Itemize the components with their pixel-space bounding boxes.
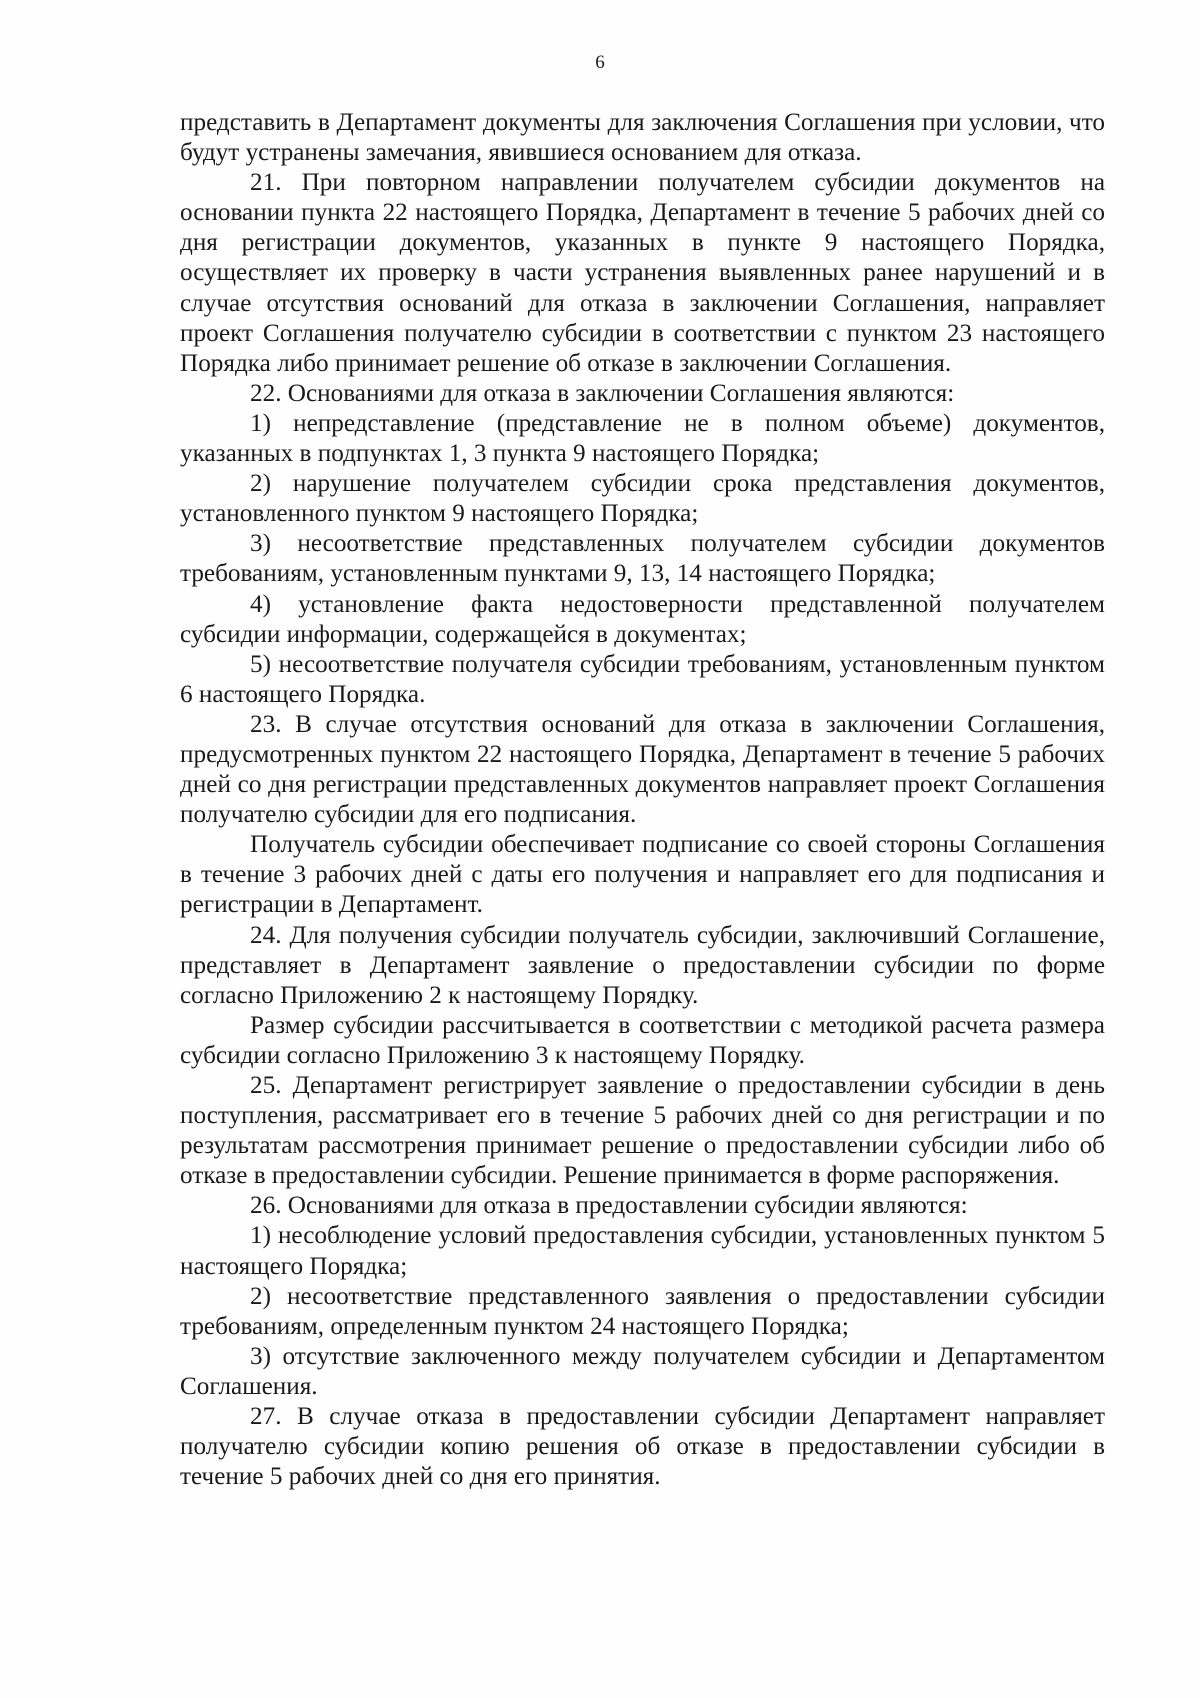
paragraph-item-27: 27. В случае отказа в предоставлении субсидии Департамент направляет получателю субсидии копию решения об отказе в предоставлении субсидии в течение 5 рабочих дней со дня его принятия. (180, 1403, 1105, 1491)
subitem-26-3: 3) отсутствие заключенного между получателем субсидии и Департаментом Соглашения. (180, 1342, 1105, 1400)
document-body (180, 108, 1105, 1492)
paragraph-item-24: 24. Для получения субсидии получатель субсидии, заключивший Соглашение, представляет в Департамент заявление о предоставлении субсидии по форме согласно Приложению 2 к настоящему Порядку. (180, 921, 1105, 1009)
paragraph-item-26: 26. Основаниями для отказа в предоставлении субсидии являются: (250, 1192, 968, 1220)
page-number: 6 (595, 52, 605, 73)
subitem-22-3: 3) несоответствие представленных получателем субсидии документов требованиям, установленным пунктами 9, 13, 14 настоящего Порядка; (180, 530, 1105, 588)
paragraph-item-25: 25. Департамент регистрирует заявление о предоставлении субсидии в день поступления, рассматривает его в течение 5 рабочих дней со дня регистрации и по результатам рассмотрения принимает решение о предоставлении субсидии либо об отказе в предоставлении субсидии. Решение принимается в форме распоряжения. (180, 1072, 1105, 1190)
subitem-22-2: 2) нарушение получателем субсидии срока представления документов, установленного пунктом 9 настоящего Порядка; (180, 470, 1105, 528)
paragraph-item-22: 22. Основаниями для отказа в заключении Соглашения являются: (250, 379, 955, 407)
subitem-26-1: 1) несоблюдение условий предоставления субсидии, установленных пунктом 5 настоящего Порядка; (180, 1222, 1105, 1280)
subitem-22-5: 5) несоответствие получателя субсидии требованиям, установленным пунктом 6 настоящего Порядка. (180, 650, 1105, 708)
paragraph-item-23-signing: Получатель субсидии обеспечивает подписание со своей стороны Соглашения в течение 3 рабочих дней с даты его получения и направляет его для подписания и регистрации в Департамент. (180, 831, 1105, 919)
subitem-26-2: 2) несоответствие представленного заявления о предоставлении субсидии требованиям, определенным пунктом 24 настоящего Порядка; (180, 1282, 1105, 1340)
subitem-22-1: 1) непредставление (представление не в полном объеме) документов, указанных в подпунктах 1, 3 пункта 9 настоящего Порядка; (180, 409, 1105, 468)
paragraph-item-21: 21. При повторном направлении получателем субсидии документов на основании пункта 22 настоящего Порядка, Департамент в течение 5 рабочих дней со дня регистрации документов, указанных в пункте 9 настоящего Порядка, осуществляет их проверку в части устранения выявленных ранее нарушений и в случае отсутствия оснований для отказа в заключении Соглашения, направляет проект Соглашения получателю субсидии в соответствии с пунктом 23 настоящего Порядка либо принимает решение об отказе в заключении Соглашения. (180, 169, 1105, 377)
subitem-22-4: 4) установление факта недостоверности представленной получателем субсидии информации, содержащейся в документах; (180, 590, 1105, 648)
paragraph-item-24-amount: Размер субсидии рассчитывается в соответствии с методикой расчета размера субсидии согласно Приложению 3 к настоящему Порядку. (180, 1011, 1105, 1069)
paragraph-continuation: представить в Департамент документы для заключения Соглашения при условии, что будут устранены замечания, явившиеся основанием для отказа. (180, 109, 1105, 167)
paragraph-item-23: 23. В случае отсутствия оснований для отказа в заключении Соглашения, предусмотренных пунктом 22 настоящего Порядка, Департамент в течение 5 рабочих дней со дня регистрации представленных документов направляет проект Соглашения получателю субсидии для его подписания. (180, 710, 1105, 829)
